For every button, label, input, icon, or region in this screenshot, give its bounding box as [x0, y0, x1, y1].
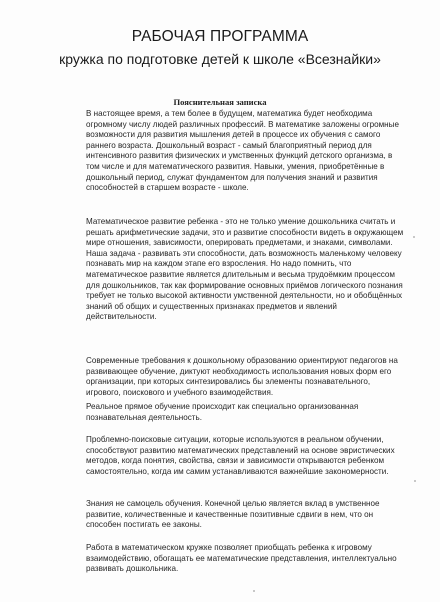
paragraph-5-text: Проблемно-поисковые ситуации, которые используются в реальном обучении, способствуют развитию математических представлений на основе эвристических методов, когда понятия, свойства, связи и зависимости открываются ребенком самостоятельно, когда им самим устанавливаются важнейшие закономерности.	[86, 435, 395, 476]
paragraph-7-text: Работа в математическом кружке позволяет приобщать ребенка к игровому взаимодействию, обогащать ее математические представления, интеллектуально развивать дошкольника.	[86, 543, 397, 574]
paragraph-5	[86, 435, 406, 477]
paragraph-3-text: Современные требования к дошкольному образованию ориентируют педагогов на развивающее обучение, диктуют необходимость использования новых форм его организации, при которых синтезировались бы элементы познавательного, игрового, поискового и учебного взаимодействия.	[86, 356, 398, 397]
document-subtitle: кружка по подготовке детей к школе «Всезнайки»	[59, 51, 381, 67]
paragraph-6-text: Знания не самоцель обучения. Конечной целью является вклад в умственное развитие, количественные и качественные позитивные сдвиги в нем, что он способен постигать ее законы.	[86, 499, 380, 530]
section-heading: Пояснительная записка	[173, 97, 267, 107]
document-title: РАБОЧАЯ ПРОГРАММА	[131, 28, 309, 45]
paragraph-4-text: Реальное прямое обучение происходит как специально организованная познавательная деятельность.	[86, 402, 359, 422]
scan-speck	[253, 590, 255, 592]
paragraph-1	[86, 109, 406, 194]
paragraph-1-text: В настоящее время, а тем более в будущем, математика будет необходима огромному числу людей различных профессий. В математике заложены огромные возможности для развития мышления детей в процессе их обучения с самого раннего возраста. Дошкольный возраст - самый благоприятный период для интенсивного развития физических и умственных функций детского организма, в том числе и для математического развития. Навыки, умения, приобретённые в дошкольный период, служат фундаментом для получения знаний и развития способностей в старшем возрасте - школе.	[86, 109, 399, 193]
paragraph-4	[86, 402, 406, 423]
paragraph-2-text: Математическое развитие ребенка - это не только умение дошкольника считать и решать арифметические задачи, это и развитие способности видеть в окружающем мире отношения, зависимости, оперировать предметами, и знаками, символами. Наша задача - развивать эти способности, дать возможность маленькому человеку познавать мир на каждом этапе его взросления. Но надо помнить, что математическое развитие является длительным и весьма трудоёмким процессом для дошкольников, так как формирование основных приёмов логического познания требует не только высокой активности умственной деятельности, но и обобщённых знаний об общих и существенных признаках предметов и явлений действительности.	[86, 217, 404, 322]
paragraph-7	[86, 543, 406, 575]
paragraph-3	[86, 356, 406, 398]
scan-speck	[413, 236, 415, 238]
paragraph-6	[86, 499, 406, 531]
scan-speck	[414, 480, 416, 482]
paragraph-2	[86, 217, 406, 323]
